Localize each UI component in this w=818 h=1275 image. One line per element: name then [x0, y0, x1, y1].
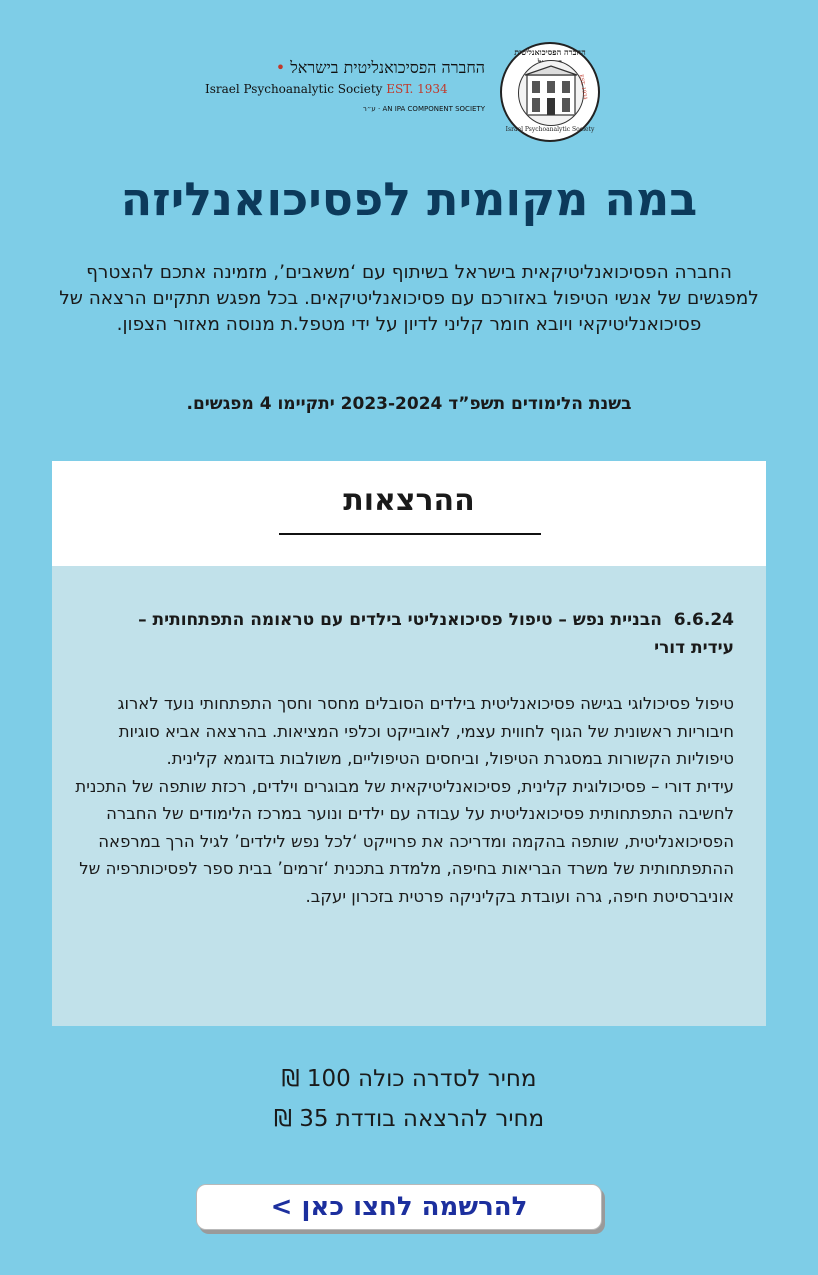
- lecture-title-line: [94, 606, 734, 634]
- lecture-abstract: טיפול פסיכולוגי בגישה פסיכואנליטית בילדים הסובלים מחסר וחסך התפתחותי נועד לארוג חיבוריות ראשונית של הגוף לחווית עצמי, לאובייקט וכלפי המציאות. בהרצאה אביא סוגיות טיפוליות הקשורות במסגרת הטיפול, וביחסים הטיפוליים, משולבות בדוגמא קלינית.: [117, 694, 734, 768]
- register-button[interactable]: להרשמה לחצו כאן >: [196, 1184, 602, 1230]
- society-seal-logo: [500, 42, 600, 142]
- price-single: מחיר להרצאה בודדת 35 ₪: [273, 1106, 545, 1132]
- seal-text-bottom: Israel Psychoanalytic Society: [505, 126, 595, 133]
- price-series: מחיר לסדרה כולה 100 ₪: [281, 1066, 537, 1092]
- logo-ipa: ע״ר · AN IPA COMPONENT SOCIETY: [362, 105, 485, 113]
- intro-text: החברה הפסיכואנליטיקאית בישראל בשיתוף עם ‘משאבים’, מזמינה אתכם להצטרף למפגשים של אנשי הטיפול באזורכם עם פסיכואנליטיקאים. בכל מפגש תתקיים הרצאה של פסיכואנליטיקאי ויובא חומר קליני לדיון על ידי מטפל.ת מנוסה מאזור הצפון.: [59, 262, 759, 335]
- lecture-title: הבניית נפש – טיפול פסיכואנליטי בילדים עם טראומה התפתחותית –: [138, 610, 662, 630]
- logo-hebrew-line: [276, 58, 485, 78]
- logo-hebrew: החברה הפסיכואנליטית בישראל: [290, 58, 485, 77]
- lecturer-bio: עידית דורי – פסיכולוגית קלינית, פסיכואנליטיקאית של מבוגרים וילדים, רכזת שותפה של התכנית לחשיבה התפתחותית פסיכואנליטית על עבודה עם ילדים ונוער במרכז הלימודים של החברה הפסיכואנליטית, שותפה בהקמה ומדריכה את פרוייקט ‘לכל נפש לילדים’ לגיל הרך במרפאה ההתפתחותית של משרד הבריאות בחיפה, מלמדת בתכנית ‘זרמים’ בבית ספר לפסיכותרפיה של אוניברסיטת חיפה, גרה ועובדת בקליניקה פרטית בזכרון יעקב.: [75, 776, 734, 906]
- heading-underline: [279, 533, 541, 535]
- intro-meetings-note: בשנת הלימודים תשפ”ד 2023-2024 יתקיימו 4 מפגשים.: [186, 394, 632, 414]
- header: [0, 40, 818, 150]
- page-title: במה מקומית לפסיכואנליזה: [120, 172, 698, 226]
- lecture-body: [74, 690, 734, 910]
- lecture-details-box: [52, 566, 766, 1026]
- lectures-header-box: [52, 461, 766, 566]
- seal-est: EST. 1934: [578, 73, 589, 101]
- logo-est: EST. 1934: [386, 82, 448, 96]
- lecture-date: 6.6.24: [673, 610, 734, 630]
- lecture-lecturer: עידית דורי: [654, 638, 734, 658]
- logo-dot: •: [275, 58, 286, 77]
- lectures-heading: ההרצאות: [343, 483, 475, 518]
- seal-text-top: החברה הפסיכואנליטית: [514, 47, 586, 57]
- logo-english: Israel Psychoanalytic Society: [205, 82, 383, 96]
- logo-english-line: [205, 82, 448, 96]
- building-icon: [518, 60, 584, 126]
- lecture-header: [94, 606, 734, 662]
